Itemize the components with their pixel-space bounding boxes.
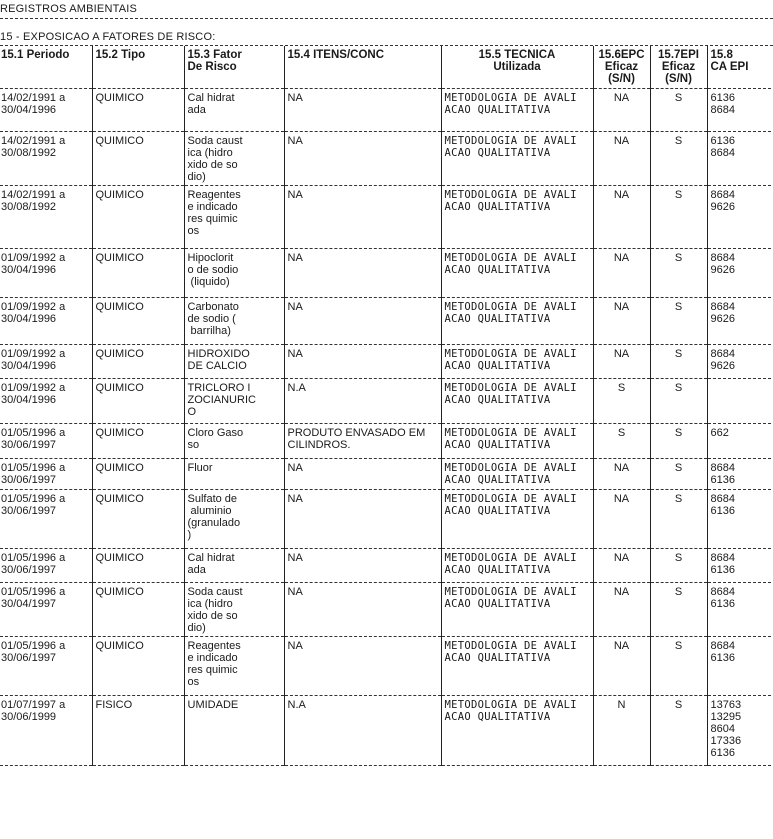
cell-epc: NA: [593, 297, 650, 344]
cell-ca: [707, 423, 771, 458]
cell-tipo: QUIMICO: [92, 423, 184, 458]
cell-line: METODOLOGIA DE AVALI: [444, 461, 577, 474]
cell-itens: NA: [284, 636, 441, 695]
table-row: [0, 88, 771, 131]
cell-tipo: FISICO: [92, 695, 184, 765]
header-fator: 15.3 Fator De Risco: [184, 46, 284, 88]
cell-itens: NA: [284, 458, 441, 489]
cell-line: 01/05/1996 a: [1, 639, 66, 652]
cell-line: 662: [710, 426, 729, 439]
cell-periodo: [0, 344, 92, 378]
cell-line: 30/04/1996: [1, 263, 57, 276]
cell-line: 01/05/1996 a: [1, 585, 66, 598]
cell-epi: S: [650, 378, 707, 423]
cell-line: 6136: [710, 651, 735, 664]
cell-tecnica: [441, 423, 593, 458]
cell-epi: S: [650, 582, 707, 636]
cell-epc: NA: [593, 636, 650, 695]
cell-periodo: [0, 297, 92, 344]
cell-itens: NA: [284, 297, 441, 344]
cell-epc: NA: [593, 582, 650, 636]
cell-line: 30/04/1996: [1, 312, 57, 325]
cell-fator: [184, 695, 284, 765]
cell-line: 01/05/1996 a: [1, 426, 66, 439]
cell-tipo: QUIMICO: [92, 131, 184, 185]
cell-fator: [184, 458, 284, 489]
cell-periodo: [0, 131, 92, 185]
cell-epi: S: [650, 695, 707, 765]
table-row: [0, 185, 771, 248]
cell-tipo: QUIMICO: [92, 185, 184, 248]
cell-line: (liquido): [187, 275, 230, 288]
table-header-row: [0, 46, 771, 88]
cell-ca: [707, 297, 771, 344]
cell-fator: [184, 185, 284, 248]
cell-epc: NA: [593, 185, 650, 248]
cell-ca: [707, 248, 771, 297]
cell-ca: [707, 636, 771, 695]
cell-periodo: [0, 423, 92, 458]
cell-line: METODOLOGIA DE AVALI: [444, 639, 577, 652]
cell-line: METODOLOGIA DE AVALI: [444, 551, 577, 564]
cell-ca: [707, 489, 771, 548]
cell-epi: S: [650, 489, 707, 548]
table-row: [0, 423, 771, 458]
cell-tipo: QUIMICO: [92, 344, 184, 378]
cell-line: 13763: [710, 698, 742, 711]
cell-periodo: [0, 185, 92, 248]
cell-line: Hipoclorit: [187, 251, 234, 264]
cell-tipo: QUIMICO: [92, 636, 184, 695]
cell-ca: [707, 344, 771, 378]
cell-periodo: [0, 548, 92, 582]
table-row: [0, 695, 771, 765]
cell-line: 8684: [710, 585, 735, 598]
cell-line: 9626: [710, 263, 735, 276]
cell-ca: [707, 88, 771, 131]
cell-itens: NA: [284, 489, 441, 548]
cell-line: Cal hidrat: [187, 551, 235, 564]
cell-periodo: [0, 378, 92, 423]
cell-fator: [184, 344, 284, 378]
cell-epi: S: [650, 185, 707, 248]
cell-line: ACAO QUALITATIVA: [444, 473, 551, 486]
cell-tecnica: [441, 458, 593, 489]
cell-epi: S: [650, 248, 707, 297]
cell-itens: NA: [284, 582, 441, 636]
cell-ca: [707, 695, 771, 765]
cell-line: 30/04/1997: [1, 597, 57, 610]
cell-epi: S: [650, 423, 707, 458]
cell-line: ACAO QUALITATIVA: [444, 359, 551, 372]
cell-tipo: QUIMICO: [92, 88, 184, 131]
cell-line: Soda caust: [187, 585, 243, 598]
cell-itens: NA: [284, 185, 441, 248]
cell-line: dio): [187, 621, 206, 634]
cell-periodo: [0, 88, 92, 131]
cell-line: 6136: [710, 563, 735, 576]
cell-line: de sodio (: [187, 312, 236, 325]
cell-line: ACAO QUALITATIVA: [444, 263, 551, 276]
cell-line: 30/08/1992: [1, 200, 57, 213]
table-row: [0, 131, 771, 185]
cell-line: 30/06/1999: [1, 710, 57, 723]
cell-epc: NA: [593, 548, 650, 582]
cell-line: 30/04/1996: [1, 103, 57, 116]
cell-line: ): [187, 528, 192, 541]
cell-line: METODOLOGIA DE AVALI: [444, 698, 577, 711]
cell-line: ACAO QUALITATIVA: [444, 710, 551, 723]
cell-line: Soda caust: [187, 134, 243, 147]
cell-periodo: [0, 695, 92, 765]
cell-ca: [707, 582, 771, 636]
cell-itens: NA: [284, 88, 441, 131]
cell-line: 8684: [710, 492, 735, 505]
cell-line: Fluor: [187, 461, 213, 474]
cell-line: METODOLOGIA DE AVALI: [444, 91, 577, 104]
cell-line: ACAO QUALITATIVA: [444, 393, 551, 406]
cell-fator: [184, 636, 284, 695]
cell-line: 9626: [710, 312, 735, 325]
cell-line: METODOLOGIA DE AVALI: [444, 251, 577, 264]
cell-line: ACAO QUALITATIVA: [444, 200, 551, 213]
cell-epi: S: [650, 88, 707, 131]
cell-line: os: [187, 675, 200, 688]
cell-line: Carbonato: [187, 300, 239, 313]
cell-periodo: [0, 248, 92, 297]
cell-line: METODOLOGIA DE AVALI: [444, 426, 577, 439]
header-itens: 15.4 ITENS/CONC: [284, 46, 441, 88]
cell-line: 30/06/1997: [1, 438, 57, 451]
cell-tecnica: [441, 248, 593, 297]
cell-line: METODOLOGIA DE AVALI: [444, 381, 577, 394]
cell-fator: [184, 248, 284, 297]
cell-tecnica: [441, 297, 593, 344]
cell-fator: [184, 423, 284, 458]
header-epi: 15.7EPI Eficaz (S/N): [650, 46, 707, 88]
cell-epc: S: [593, 423, 650, 458]
cell-itens: NA: [284, 131, 441, 185]
cell-line: O: [187, 405, 197, 418]
cell-itens: N.A: [284, 378, 441, 423]
cell-line: 8684: [710, 300, 735, 313]
header-ca: 15.8 CA EPI: [707, 46, 771, 88]
cell-line: ZOCIANURIC: [187, 393, 256, 406]
cell-line: Reagentes: [187, 639, 241, 652]
table-row: [0, 458, 771, 489]
cell-line: aluminio: [187, 504, 232, 517]
cell-epc: NA: [593, 458, 650, 489]
cell-tipo: QUIMICO: [92, 489, 184, 548]
cell-tecnica: [441, 489, 593, 548]
cell-epi: S: [650, 548, 707, 582]
cell-line: 01/05/1996 a: [1, 551, 66, 564]
cell-tipo: QUIMICO: [92, 297, 184, 344]
cell-line: 13295: [710, 710, 742, 723]
cell-line: 8684: [710, 251, 735, 264]
cell-line: 6136: [710, 597, 735, 610]
cell-line: barrilha): [187, 324, 231, 337]
cell-tecnica: [441, 131, 593, 185]
cell-line: ada: [187, 563, 206, 576]
cell-periodo: [0, 582, 92, 636]
cell-periodo: [0, 489, 92, 548]
cell-line: 6136: [710, 134, 735, 147]
table-row: [0, 248, 771, 297]
cell-epc: S: [593, 378, 650, 423]
cell-line: 6136: [710, 746, 735, 759]
cell-fator: [184, 548, 284, 582]
header-tecnica: 15.5 TECNICA Utilizada: [441, 46, 593, 88]
cell-tecnica: [441, 88, 593, 131]
cell-line: 30/06/1997: [1, 473, 57, 486]
cell-line: 6136: [710, 91, 735, 104]
cell-epi: S: [650, 344, 707, 378]
cell-line: DE CALCIO: [187, 359, 247, 372]
risk-exposure-table: [0, 46, 771, 766]
cell-line: 14/02/1991 a: [1, 134, 66, 147]
cell-line: 9626: [710, 200, 735, 213]
cell-line: Cal hidrat: [187, 91, 235, 104]
cell-line: 01/09/1992 a: [1, 251, 66, 264]
cell-ca: [707, 458, 771, 489]
table-row: [0, 489, 771, 548]
table-row: [0, 378, 771, 423]
cell-fator: [184, 131, 284, 185]
cell-fator: [184, 489, 284, 548]
cell-line: 8684: [710, 639, 735, 652]
cell-tecnica: [441, 582, 593, 636]
cell-tecnica: [441, 378, 593, 423]
cell-line: 9626: [710, 359, 735, 372]
cell-tecnica: [441, 344, 593, 378]
cell-periodo: [0, 458, 92, 489]
cell-epc: NA: [593, 131, 650, 185]
document-title: REGISTROS AMBIENTAIS: [0, 3, 138, 15]
cell-line: so: [187, 438, 200, 451]
cell-tecnica: [441, 636, 593, 695]
cell-epc: NA: [593, 344, 650, 378]
section-heading: 15 - EXPOSICAO A FATORES DE RISCO:: [0, 31, 216, 43]
cell-line: Reagentes: [187, 188, 241, 201]
cell-line: 6136: [710, 504, 735, 517]
cell-line: ACAO QUALITATIVA: [444, 563, 551, 576]
cell-line: Cloro Gaso: [187, 426, 244, 439]
cell-line: ada: [187, 103, 206, 116]
cell-line: (granulado: [187, 516, 241, 529]
title-divider: [0, 18, 773, 19]
cell-tipo: QUIMICO: [92, 458, 184, 489]
cell-line: xido de so: [187, 158, 238, 171]
cell-ca: [707, 548, 771, 582]
cell-line: os: [187, 224, 200, 237]
cell-line: METODOLOGIA DE AVALI: [444, 134, 577, 147]
cell-line: ACAO QUALITATIVA: [444, 438, 551, 451]
cell-line: 01/07/1997 a: [1, 698, 66, 711]
cell-fator: [184, 297, 284, 344]
cell-line: METODOLOGIA DE AVALI: [444, 492, 577, 505]
cell-epi: S: [650, 636, 707, 695]
cell-line: Sulfato de: [187, 492, 238, 505]
cell-epc: NA: [593, 88, 650, 131]
cell-tipo: QUIMICO: [92, 378, 184, 423]
cell-epc: NA: [593, 489, 650, 548]
cell-line: 30/08/1992: [1, 146, 57, 159]
cell-line: res quimic: [187, 663, 238, 676]
cell-fator: [184, 378, 284, 423]
cell-line: 8684: [710, 347, 735, 360]
cell-epi: S: [650, 458, 707, 489]
cell-line: 8684: [710, 146, 735, 159]
header-epc: 15.6EPC Eficaz (S/N): [593, 46, 650, 88]
cell-line: 30/06/1997: [1, 563, 57, 576]
cell-line: 30/06/1997: [1, 651, 57, 664]
header-tipo: 15.2 Tipo: [92, 46, 184, 88]
cell-line: 8684: [710, 461, 735, 474]
cell-line: ACAO QUALITATIVA: [444, 597, 551, 610]
cell-line: ica (hidro: [187, 597, 233, 610]
cell-line: e indicado: [187, 200, 238, 213]
cell-line: o de sodio: [187, 263, 239, 276]
cell-line: HIDROXIDO: [187, 347, 250, 360]
cell-line: xido de so: [187, 609, 238, 622]
cell-fator: [184, 582, 284, 636]
cell-epc: NA: [593, 248, 650, 297]
cell-itens: NA: [284, 344, 441, 378]
cell-line: ACAO QUALITATIVA: [444, 312, 551, 325]
cell-epi: S: [650, 131, 707, 185]
cell-periodo: [0, 636, 92, 695]
cell-line: res quimic: [187, 212, 238, 225]
cell-line: 01/05/1996 a: [1, 492, 66, 505]
cell-line: METODOLOGIA DE AVALI: [444, 300, 577, 313]
cell-ca: [707, 131, 771, 185]
cell-line: 6136: [710, 473, 735, 486]
cell-line: 30/06/1997: [1, 504, 57, 517]
cell-tipo: QUIMICO: [92, 548, 184, 582]
cell-line: 14/02/1991 a: [1, 188, 66, 201]
cell-line: 30/04/1996: [1, 393, 57, 406]
cell-itens: PRODUTO ENVASADO EM CILINDROS.: [284, 423, 441, 458]
cell-line: UMIDADE: [187, 698, 239, 711]
cell-line: 14/02/1991 a: [1, 91, 66, 104]
cell-line: 8684: [710, 551, 735, 564]
cell-tecnica: [441, 548, 593, 582]
cell-tecnica: [441, 185, 593, 248]
table-row: [0, 582, 771, 636]
cell-ca: [707, 378, 771, 423]
cell-tipo: QUIMICO: [92, 582, 184, 636]
cell-line: ACAO QUALITATIVA: [444, 103, 551, 116]
cell-line: METODOLOGIA DE AVALI: [444, 188, 577, 201]
cell-fator: [184, 88, 284, 131]
cell-line: ACAO QUALITATIVA: [444, 146, 551, 159]
cell-line: 01/09/1992 a: [1, 300, 66, 313]
cell-line: 30/04/1996: [1, 359, 57, 372]
cell-tipo: QUIMICO: [92, 248, 184, 297]
cell-line: 17336: [710, 734, 742, 747]
cell-itens: NA: [284, 548, 441, 582]
table-row: [0, 297, 771, 344]
cell-epi: S: [650, 297, 707, 344]
header-periodo: 15.1 Periodo: [0, 46, 92, 88]
cell-line: e indicado: [187, 651, 238, 664]
table-row: [0, 344, 771, 378]
cell-line: dio): [187, 170, 206, 183]
cell-epc: N: [593, 695, 650, 765]
cell-line: 01/09/1992 a: [1, 347, 66, 360]
cell-line: TRICLORO I: [187, 381, 251, 394]
cell-line: 01/05/1996 a: [1, 461, 66, 474]
cell-tecnica: [441, 695, 593, 765]
cell-itens: N.A: [284, 695, 441, 765]
cell-ca: [707, 185, 771, 248]
cell-line: ACAO QUALITATIVA: [444, 504, 551, 517]
cell-line: ACAO QUALITATIVA: [444, 651, 551, 664]
cell-line: 8684: [710, 188, 735, 201]
cell-itens: NA: [284, 248, 441, 297]
cell-line: 8604: [710, 722, 735, 735]
cell-line: 01/09/1992 a: [1, 381, 66, 394]
cell-line: 8684: [710, 103, 735, 116]
cell-line: METODOLOGIA DE AVALI: [444, 585, 577, 598]
cell-line: ica (hidro: [187, 146, 233, 159]
cell-line: METODOLOGIA DE AVALI: [444, 347, 577, 360]
table-row: [0, 548, 771, 582]
table-row: [0, 636, 771, 695]
